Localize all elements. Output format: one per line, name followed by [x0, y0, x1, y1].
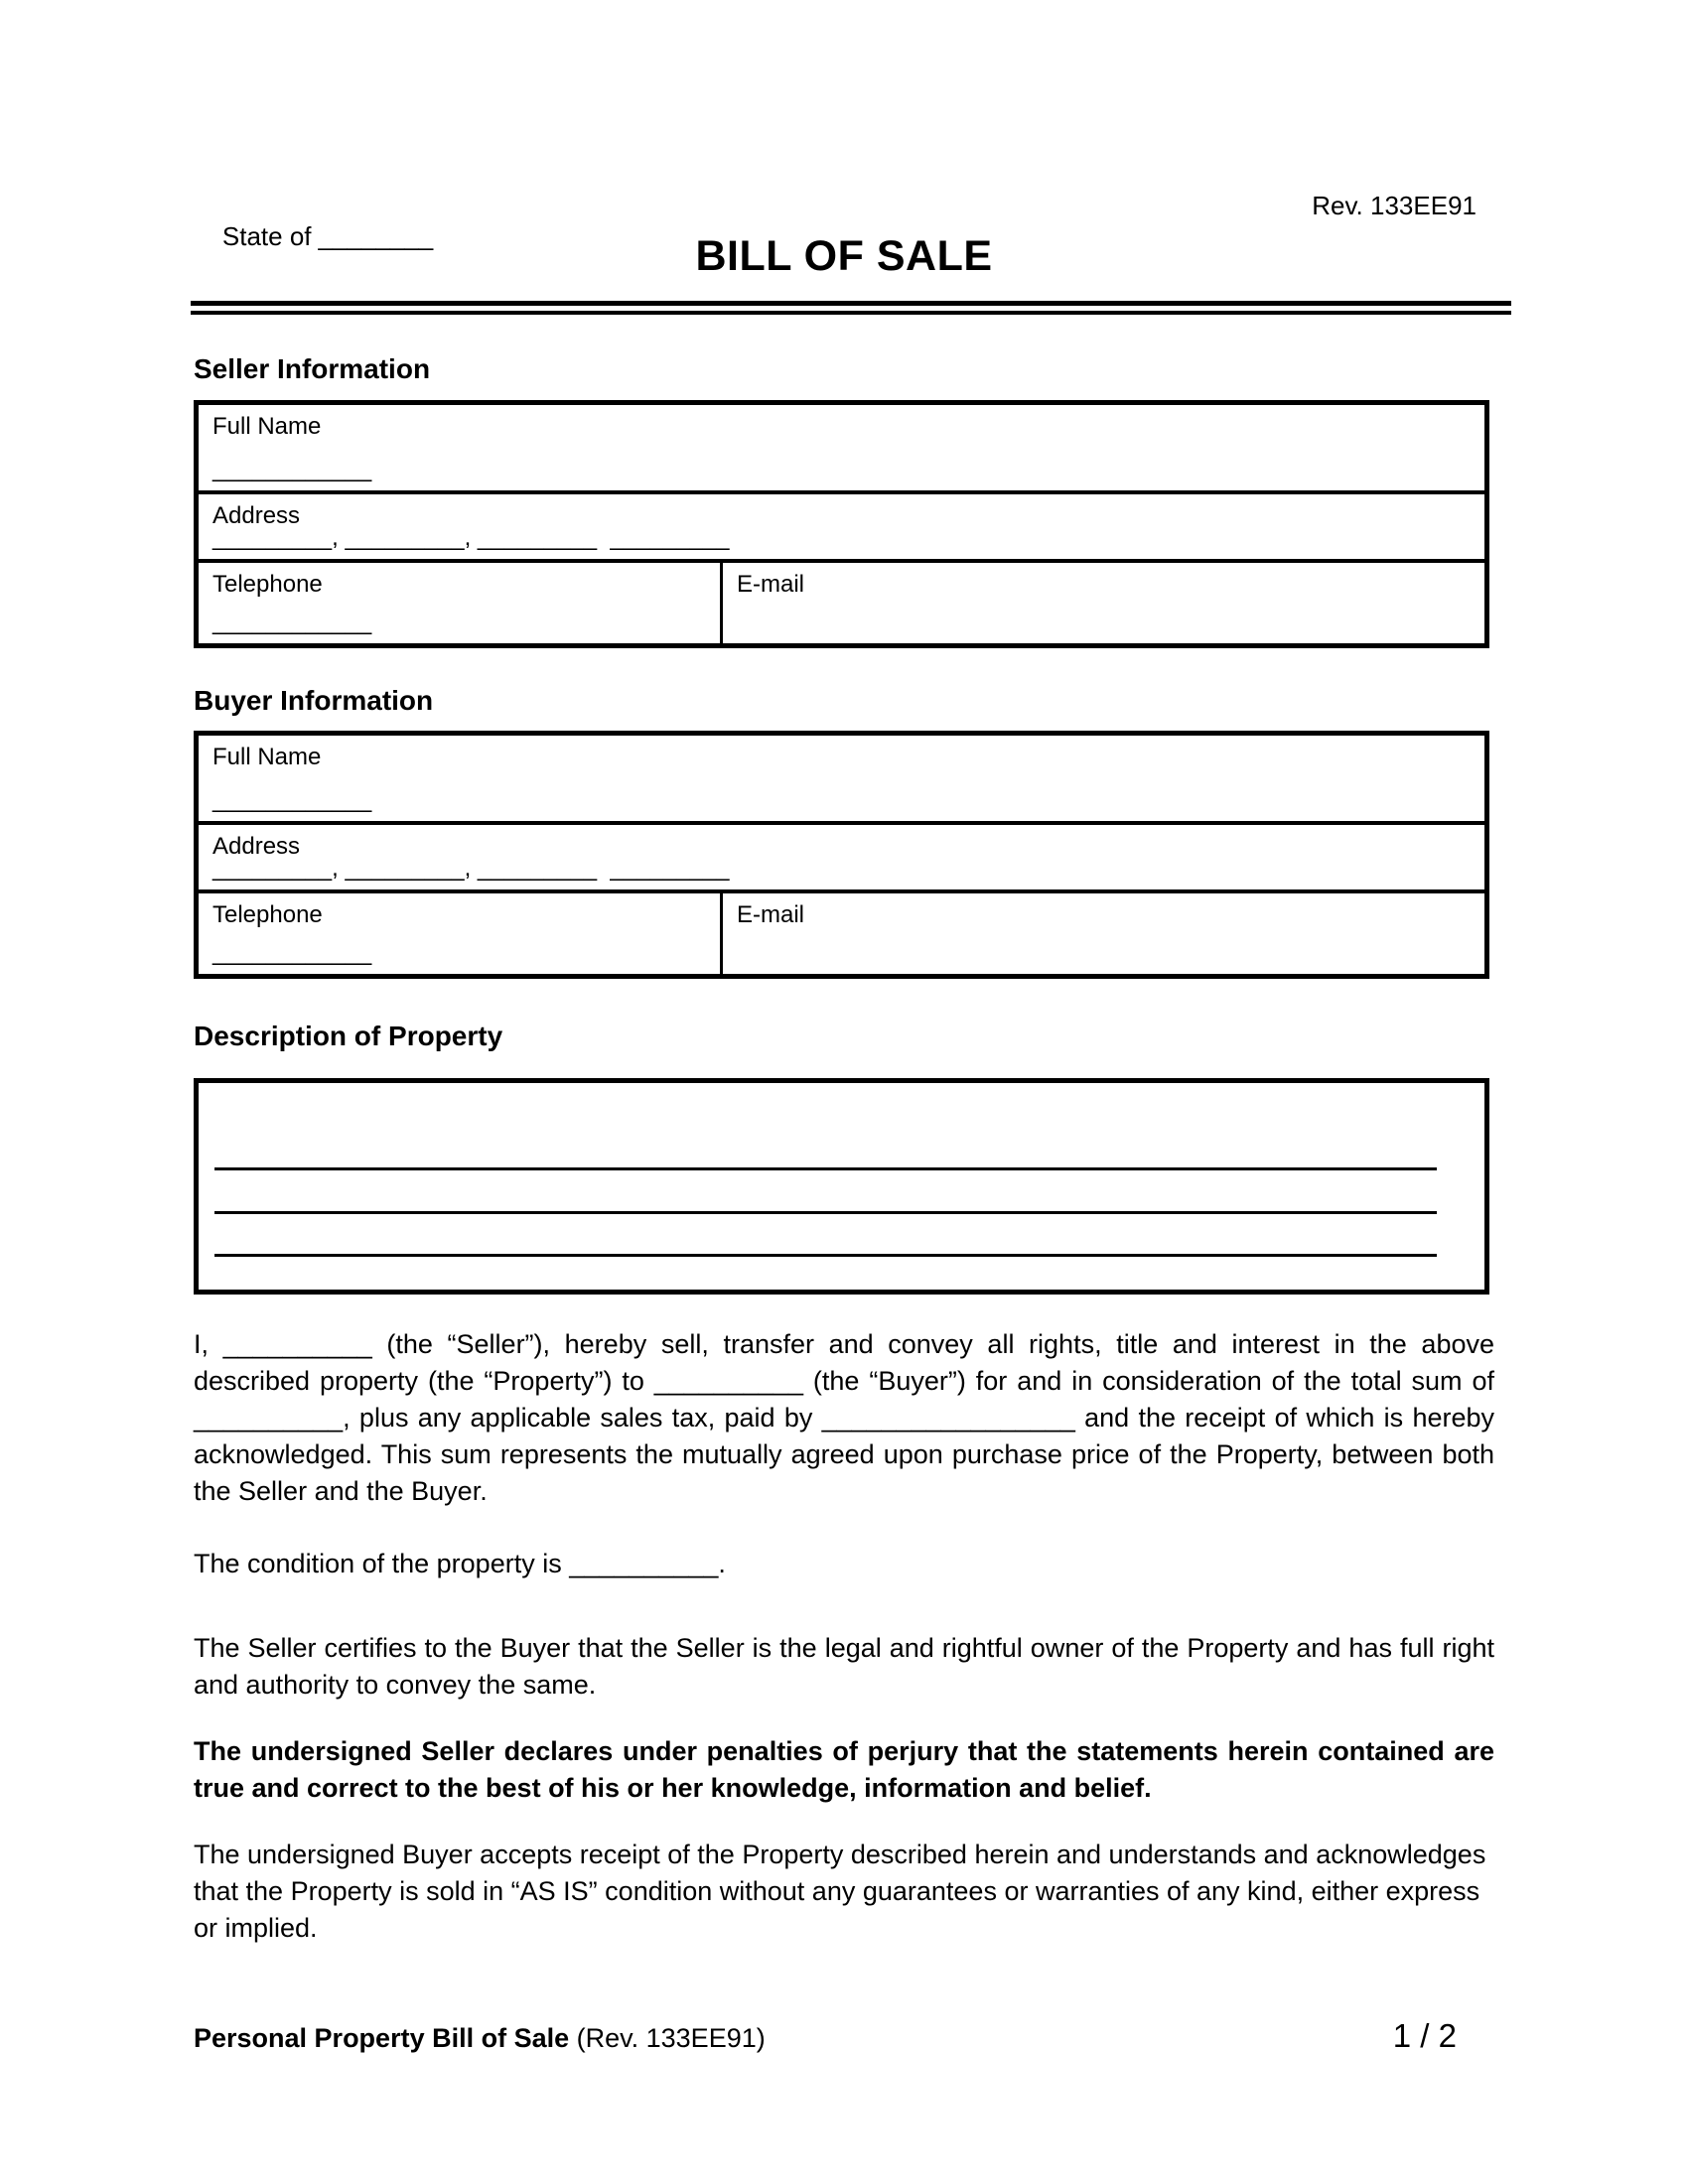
footer-document-reference — [194, 2023, 766, 2054]
revision-number: Rev. 133EE91 — [1312, 191, 1477, 220]
footer-page-number: 1 / 2 — [1392, 2017, 1457, 2054]
paragraph-perjury-declaration: The undersigned Seller declares under penalties of perjury that the statements herein contained are true and correct to the best of his or her knowledge, information and belief. — [194, 1736, 1502, 1803]
buyer-full-name-blank[interactable]: ____________ — [212, 786, 372, 813]
buyer-email-cell — [723, 893, 1484, 974]
buyer-address-row — [199, 825, 1484, 893]
buyer-address-label: Address — [212, 833, 301, 860]
footer-document-title: Personal Property Bill of Sale — [194, 2023, 570, 2053]
title-divider — [191, 301, 1511, 315]
seller-address-blank[interactable]: _________, _________, _________ _________ — [212, 524, 730, 551]
seller-section-heading: Seller Information — [194, 353, 431, 384]
seller-full-name-blank[interactable]: ____________ — [212, 456, 372, 482]
footer-revision: (Rev. 133EE91) — [569, 2023, 766, 2053]
seller-email-cell — [723, 563, 1484, 643]
buyer-full-name-label: Full Name — [212, 744, 322, 770]
paragraph-sale-terms: I, __________ (the “Seller”), hereby sell, transfer and convey all rights, title and interest in the above described property (the “Property”) to __________ (the “Buyer”) for and in consideration of the total sum of __________, plus any applicable sales tax, paid by _________________ and the receipt of which is hereby acknowledged. This sum represents the mutually agreed upon purchase price of the Property, between both the Seller and the Buyer. — [194, 1329, 1502, 1506]
buyer-address-blank[interactable]: _________, _________, _________ _________ — [212, 855, 730, 882]
document-title: BILL OF SALE — [695, 232, 993, 280]
description-line-1[interactable] — [214, 1167, 1437, 1170]
buyer-info-table — [194, 731, 1489, 979]
seller-address-label: Address — [212, 502, 301, 529]
seller-info-table — [194, 400, 1489, 648]
buyer-section-heading: Buyer Information — [194, 685, 434, 716]
paragraph-as-is-acceptance: The undersigned Buyer accepts receipt of the Property described herein and understands and acknowledges that the Property is sold in “AS IS” condition without any guarantees or warranties of any kind, either express or implied. — [194, 1840, 1493, 1943]
seller-email-label: E-mail — [737, 571, 805, 598]
seller-address-row — [199, 494, 1484, 563]
description-section-heading: Description of Property — [194, 1021, 503, 1051]
paragraph-property-condition: The condition of the property is __________. — [194, 1549, 726, 1578]
seller-full-name-row — [199, 405, 1484, 494]
buyer-telephone-blank[interactable]: ____________ — [212, 939, 372, 966]
buyer-email-label: E-mail — [737, 901, 805, 928]
seller-full-name-label: Full Name — [212, 413, 322, 440]
seller-telephone-blank[interactable]: ____________ — [212, 609, 372, 635]
seller-telephone-label: Telephone — [212, 571, 323, 598]
buyer-telephone-cell — [199, 893, 723, 974]
buyer-contact-row — [199, 893, 1484, 974]
buyer-full-name-row — [199, 736, 1484, 825]
description-line-2[interactable] — [214, 1211, 1437, 1214]
paragraph-ownership-certification: The Seller certifies to the Buyer that the Seller is the legal and rightful owner of the Property and has full right and authority to convey the same. — [194, 1633, 1502, 1700]
description-line-3[interactable] — [214, 1254, 1437, 1257]
seller-telephone-cell — [199, 563, 723, 643]
state-of-label: State of — [221, 221, 312, 251]
description-box — [194, 1078, 1489, 1295]
seller-contact-row — [199, 563, 1484, 643]
buyer-telephone-label: Telephone — [212, 901, 323, 928]
state-of-blank[interactable]: ________ — [318, 221, 434, 251]
